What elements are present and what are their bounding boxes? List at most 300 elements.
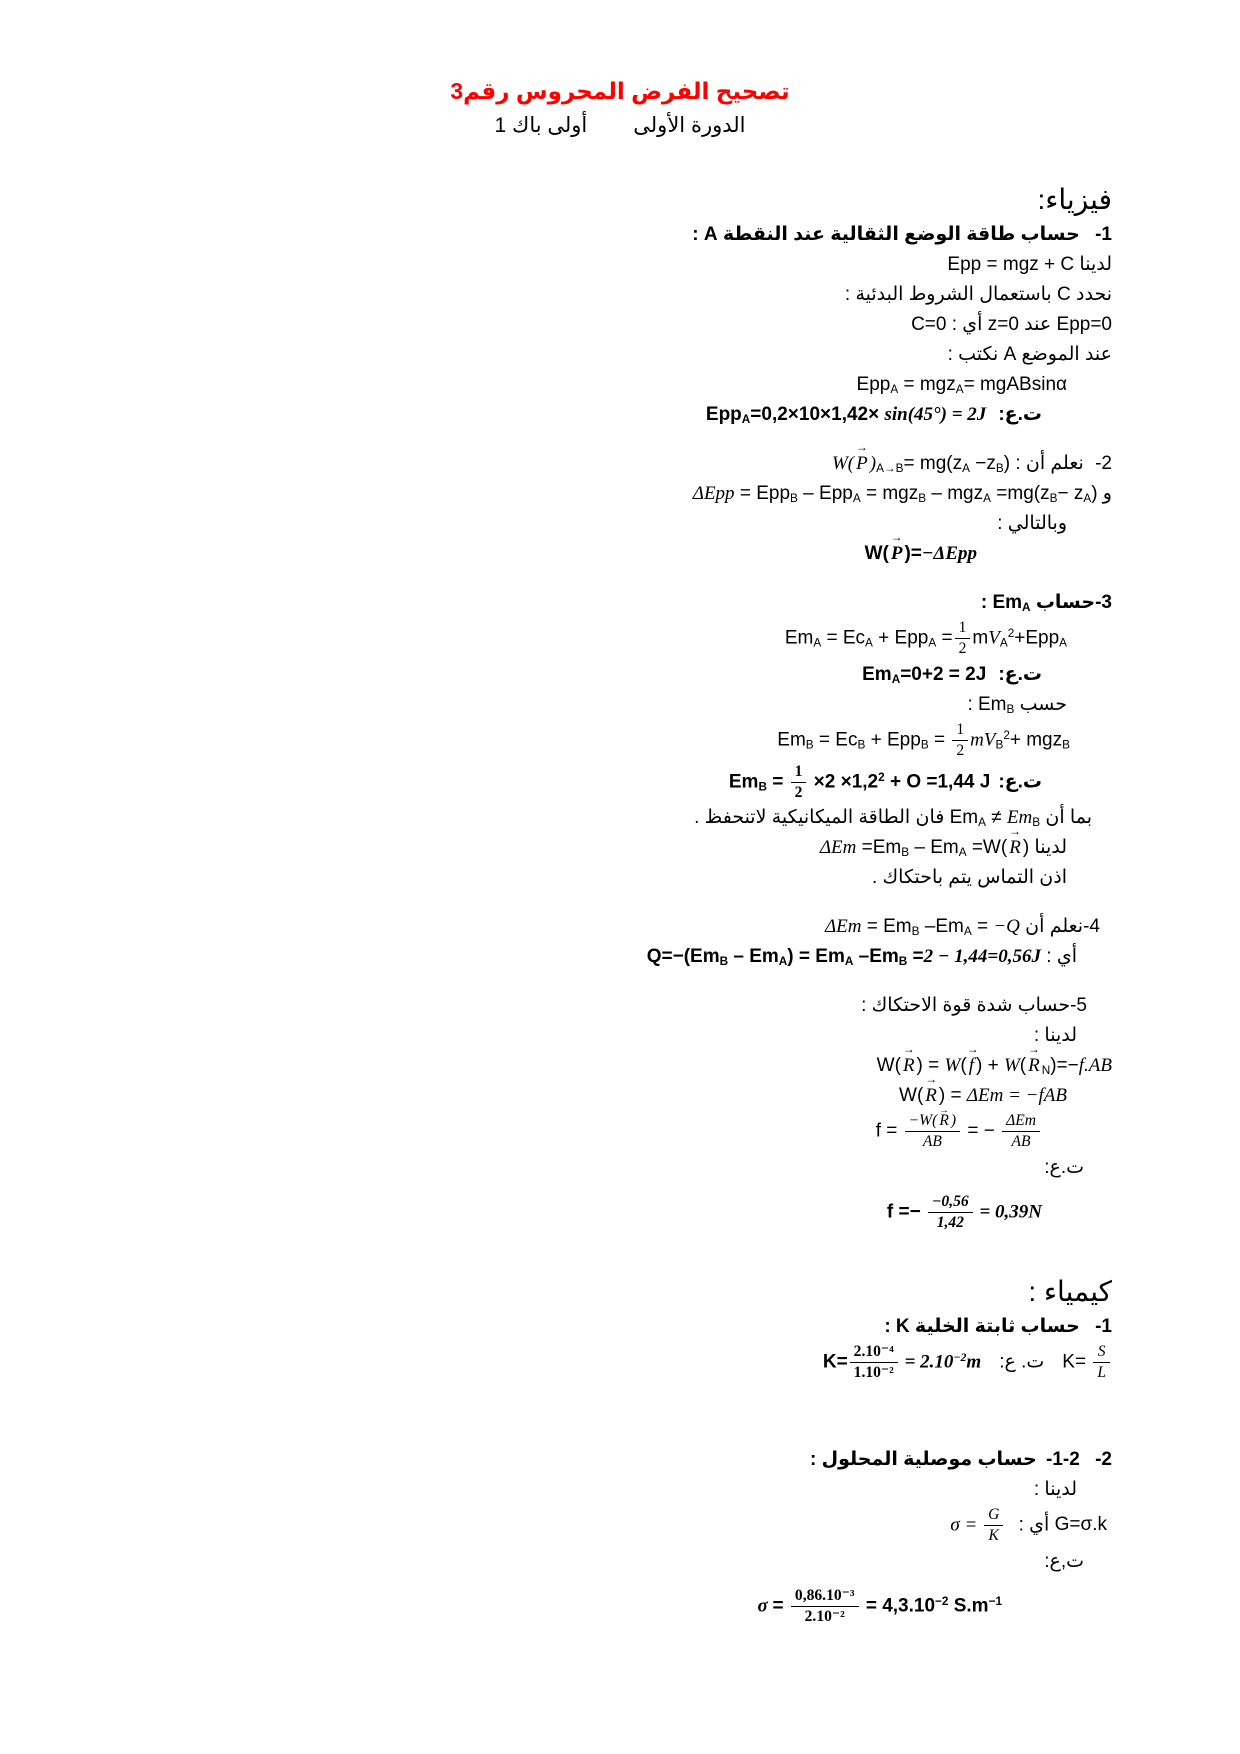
text-line (128, 1476, 1112, 1503)
equation (896, 1313, 910, 1340)
text-run: f.AB (1078, 1055, 1112, 1077)
subscript: A (891, 672, 901, 686)
fraction (1093, 1343, 1110, 1382)
fraction-numerator: 1 (791, 763, 807, 783)
equation-line (128, 480, 1112, 507)
equation (865, 540, 977, 567)
equation (1004, 341, 1017, 368)
text-run: 3-حساب (1030, 592, 1112, 613)
text-run: ΔEm (966, 1085, 1004, 1107)
text-run: L (1097, 1363, 1106, 1381)
text-run: G=σ.k (1054, 1514, 1107, 1536)
text-run: − z (1057, 483, 1084, 504)
subscript: A (1059, 636, 1067, 650)
text-run: =0+2 = 2J (900, 663, 987, 685)
subscript: B (911, 925, 920, 939)
text-run: K= (1062, 1351, 1092, 1373)
text-run: Em (992, 592, 1023, 613)
text-line (128, 1154, 1112, 1181)
equation (1057, 311, 1112, 338)
text-run: W( (864, 543, 889, 564)
subscript: A (928, 636, 937, 650)
equation-line (128, 1082, 1112, 1109)
text-run: ت.ع: (1044, 1157, 1084, 1179)
text-run: z=0 (987, 314, 1019, 335)
subscript: B (805, 738, 814, 752)
equation (777, 721, 1070, 760)
subscript: B (901, 846, 910, 860)
equation (693, 480, 1098, 507)
vector-symbol: R → (937, 1112, 951, 1130)
vector-symbol: R → (923, 1082, 939, 1109)
q3-heading (128, 589, 1112, 616)
text-run: = − (962, 1120, 1001, 1142)
text-run: σ = (950, 1514, 983, 1536)
text-run: A (1003, 344, 1017, 365)
text-run: 1- (1089, 224, 1112, 245)
subscript: A (852, 491, 861, 505)
equation (899, 1082, 1067, 1109)
q4-line (128, 913, 1112, 940)
text-run: A (703, 224, 718, 245)
text-run: ) (1091, 483, 1098, 504)
text-line (128, 510, 1112, 537)
text-run: f = (875, 1120, 903, 1142)
text-run: σ (757, 1595, 773, 1617)
equation (876, 1112, 1042, 1151)
equation (950, 804, 1041, 831)
text-run: Em (949, 807, 979, 829)
text-run: نكتب : (947, 344, 1004, 365)
vector-symbol: R → (1026, 1052, 1042, 1079)
fraction-denominator (984, 1526, 1003, 1545)
text-run: Em (1006, 807, 1033, 829)
result-line (128, 943, 1112, 970)
text-run: −Q (993, 916, 1020, 938)
fraction-numerator: 1 (955, 619, 971, 639)
subscript: A (978, 816, 986, 830)
text-run: = (907, 946, 924, 968)
fraction-denominator (905, 1132, 960, 1151)
subscript: B (758, 779, 767, 793)
text-run: –Em (853, 946, 899, 968)
text-run: Em (777, 729, 806, 751)
equation (877, 1052, 1112, 1079)
text-line (128, 864, 1112, 891)
text-line (128, 1548, 1112, 1575)
superscript: −1 (988, 1594, 1002, 1608)
text-run: = Ec (813, 729, 858, 751)
text-run: K= (822, 1351, 848, 1373)
subscript: B (857, 738, 866, 752)
text-run: ΔEm (819, 837, 857, 859)
text-run: G (988, 1505, 1000, 1523)
text-run: K (895, 1316, 910, 1338)
subscript: B (995, 738, 1004, 752)
text-run: =0,2×10×1,42× (750, 404, 885, 425)
superscript: 2 (878, 770, 885, 784)
text-run: AB (922, 1133, 942, 1151)
subscript: B (1032, 816, 1041, 830)
text-run: ) (869, 453, 877, 474)
equation (825, 913, 1020, 940)
text-run: 2 − 1,44=0,56J (923, 946, 1041, 968)
text-run: : (884, 1316, 896, 1338)
text-run: Em (728, 771, 759, 793)
subscript: B (790, 491, 798, 505)
fraction (791, 1587, 859, 1626)
equation-line (128, 1506, 1112, 1545)
text-run: −W( (908, 1112, 938, 1130)
text-run: = mgz (898, 374, 956, 395)
document-subtitle (128, 112, 1112, 140)
superscript: 2 (1003, 728, 1010, 742)
fraction (928, 1193, 973, 1232)
text-run: + O =1,44 J (884, 771, 991, 793)
text-run: ) (950, 1112, 957, 1130)
text-run: W (944, 1055, 961, 1077)
text-run: Epp=0 (1056, 314, 1112, 335)
fraction-denominator: 2 (956, 741, 965, 759)
text-run: ΔEpp (692, 483, 735, 504)
text-run: 2- (1089, 453, 1112, 474)
fraction (850, 1343, 898, 1382)
text-run: = mg(z (903, 453, 963, 474)
text-run: = (860, 1595, 883, 1617)
fraction (955, 619, 971, 658)
text-run: وبالتالي : (997, 513, 1067, 534)
text-run: m (972, 627, 989, 649)
fraction-denominator (928, 1213, 973, 1232)
document-body (128, 182, 1112, 1626)
equation (911, 311, 946, 338)
text-run: ت.ع: (998, 404, 1042, 425)
text-run: Epp (856, 374, 891, 395)
text-run: Q=−(Em (646, 946, 720, 968)
numeric-application-line (128, 661, 1112, 688)
vector-symbol: f → (967, 1052, 976, 1079)
text-run: −z (970, 453, 996, 474)
subscript: B (719, 955, 729, 969)
text-run: نحدد (1070, 284, 1112, 305)
superscript: 2 (1007, 626, 1015, 640)
vector-symbol: P → (889, 540, 905, 567)
fraction-denominator: 1.10⁻² (853, 1363, 894, 1381)
text-run: = (772, 1595, 789, 1617)
equation (704, 221, 718, 248)
equation (988, 311, 1019, 338)
text-run: )=− (1050, 1055, 1079, 1077)
subscript: B (920, 738, 929, 752)
text-run: لدينا : (1033, 1478, 1077, 1500)
text-run: + Epp (865, 729, 921, 751)
subscript: A (778, 955, 788, 969)
subscript: B (1062, 738, 1070, 752)
fraction-numerator: 0,86.10⁻³ (791, 1587, 859, 1607)
equation (823, 1343, 981, 1382)
text-run: AB (1011, 1133, 1031, 1151)
equation-line (128, 721, 1112, 760)
fraction-denominator: 2.10⁻² (804, 1607, 845, 1625)
section-heading: كيمياء : (1028, 1276, 1112, 1308)
text-run: ( (960, 1055, 967, 1077)
text-run: ت. ع: (999, 1351, 1045, 1373)
fraction-denominator (1002, 1132, 1040, 1151)
equation (1057, 281, 1071, 308)
text-run: باستعمال الشروط البدئية : (844, 284, 1057, 305)
subscript: A (983, 491, 991, 505)
fraction-numerator (928, 1193, 973, 1213)
q2-heading (128, 1446, 1112, 1473)
text-run: – Epp (797, 483, 853, 504)
text-run: : (967, 693, 978, 715)
text-run: ) (1022, 837, 1030, 859)
result-line (128, 540, 1112, 567)
text-run: W( (876, 1055, 901, 1077)
text-run: = mgz (860, 483, 919, 504)
subscript: A (890, 382, 899, 396)
fraction-numerator (905, 1112, 960, 1132)
text-run: حسب (1014, 693, 1067, 715)
text-run: S (1097, 1343, 1106, 1361)
text-run: W( (831, 453, 855, 474)
equation (832, 450, 1010, 477)
fraction-denominator (1093, 1363, 1110, 1382)
text-run: = Ec (821, 627, 866, 649)
text-run: ΔEm (824, 916, 862, 938)
superscript: −2 (953, 1351, 967, 1365)
text-run: لدينا (1029, 837, 1067, 859)
text-run: 4-نعلم أن (1019, 916, 1100, 938)
text-run: Em (862, 663, 892, 685)
text-run: ) (1003, 453, 1011, 474)
equation (820, 834, 1029, 861)
fraction (905, 1112, 960, 1151)
equation (785, 619, 1067, 658)
vector-symbol: R → (1007, 834, 1023, 861)
text-run: 4,3.10 (882, 1595, 936, 1617)
text-run: لدينا : (1033, 1025, 1077, 1047)
text-run: أي : (946, 314, 988, 335)
equation-line (128, 619, 1112, 658)
text-run: أي : (1041, 946, 1077, 968)
text-run: عند الموضع (1016, 344, 1112, 365)
text-run: Em (978, 693, 1007, 715)
fraction-numerator (1093, 1343, 1110, 1363)
text-run: –Em (919, 916, 964, 938)
text-run: + mgz (1009, 729, 1063, 751)
text-run: Epp (705, 404, 742, 425)
text-run: C=0 (911, 314, 947, 335)
subscript: A (958, 846, 967, 860)
subscript: A (999, 636, 1008, 650)
text-run: 2- (1089, 1448, 1112, 1470)
text-run: =Em (856, 837, 902, 859)
text-run: : (692, 224, 704, 245)
equation (1055, 1511, 1107, 1538)
subscript: A (741, 412, 751, 426)
text-run: =mg(z (991, 483, 1050, 504)
result-line (128, 1587, 1112, 1626)
q2-line (128, 450, 1112, 477)
fraction-denominator: 2 (958, 639, 967, 657)
text-run: : (980, 592, 993, 613)
equation (729, 763, 990, 802)
text-run: ت,ع: (1044, 1550, 1084, 1572)
subtitle-class: أولى باك 1 (494, 114, 588, 137)
text-line (128, 1022, 1112, 1049)
subscript: B (995, 461, 1004, 475)
text-run: لدينا (1074, 254, 1112, 275)
equation (758, 1587, 1002, 1626)
text-run: K (988, 1526, 999, 1544)
subscript: A→B (876, 461, 904, 475)
text-line (128, 691, 1112, 718)
text-run: – Em (909, 837, 959, 859)
text-run: أي : (1013, 1514, 1055, 1536)
subtitle-session: الدورة الأولى (633, 114, 746, 137)
fraction (952, 721, 968, 760)
fraction-numerator: 2.10⁻⁴ (850, 1343, 898, 1363)
text-run: + Epp (872, 627, 929, 649)
section-heading: فيزياء: (1037, 184, 1112, 215)
subscript: A (962, 461, 970, 475)
text-run: = (766, 771, 789, 793)
text-run: +Epp (1014, 627, 1060, 649)
q1-heading (128, 221, 1112, 248)
text-run: = Em (861, 916, 912, 938)
subscript: N (1041, 1064, 1051, 1078)
text-run: sin(45°) = 2J (884, 404, 987, 425)
equation (947, 251, 1074, 278)
text-run: ≠ (985, 807, 1007, 829)
subscript: A (1083, 491, 1092, 505)
fraction-numerator: 1 (952, 721, 968, 741)
vector-symbol: P → (854, 450, 870, 477)
fraction (984, 1506, 1003, 1545)
text-run: = Epp (734, 483, 791, 504)
text-run: 5-حساب شدة قوة الاحتكاك : (861, 995, 1087, 1017)
text-run: – mgz (926, 483, 984, 504)
text-run: =W( (966, 837, 1008, 859)
text-run: ) = Em (787, 946, 845, 968)
equation (992, 589, 1030, 616)
text-run: f =− (886, 1201, 926, 1223)
text-run: −ΔEpp (921, 543, 977, 564)
superscript: −2 (935, 1594, 949, 1608)
subscript: B (1049, 491, 1058, 505)
text-run: 1,42 (936, 1214, 964, 1232)
text-run: −0,56 (931, 1193, 969, 1211)
text-run: ت.ع: (998, 663, 1042, 685)
text-run: )= (904, 543, 922, 564)
text-run: ) = (938, 1085, 967, 1107)
subscript: B (898, 955, 908, 969)
text-run: 1-2- (1040, 1448, 1080, 1470)
text-run: = mgABsinα (963, 374, 1067, 395)
equation-line (128, 1343, 1112, 1382)
equation (647, 943, 1041, 970)
text-run: ) + (975, 1055, 1004, 1077)
text-line (128, 341, 1112, 368)
text-run: = (971, 916, 994, 938)
subscript: A (844, 955, 854, 969)
document-title: تصحيح الفرض المحروس رقم3 (450, 78, 790, 104)
equation (1062, 1343, 1112, 1382)
text-run: = −fAB (1003, 1085, 1067, 1107)
text-run: و (1097, 483, 1112, 504)
given-line (128, 251, 1112, 278)
q1-heading (128, 1313, 1112, 1340)
fraction-denominator: 2 (794, 783, 803, 801)
text-run: Epp = mgz + C (947, 254, 1075, 275)
equation-line (128, 371, 1112, 398)
equation (706, 401, 986, 428)
equation (887, 1193, 1042, 1232)
equation (978, 691, 1014, 718)
subscript: B (1006, 702, 1015, 716)
text-run: Em (784, 627, 814, 649)
subscript: A (813, 636, 822, 650)
subscript: B (918, 491, 927, 505)
text-run: = (928, 729, 951, 751)
text-run: m (966, 1351, 982, 1373)
text-run: بما أن (1040, 807, 1092, 829)
fraction (1002, 1112, 1040, 1151)
text-run: حساب طاقة الوضع الثقالية عند النقطة (717, 224, 1080, 245)
fraction-numerator (984, 1506, 1003, 1526)
text-run: = 2.10 (899, 1351, 954, 1373)
text-run: ت.ع: (998, 771, 1042, 793)
equation-line (128, 1112, 1112, 1151)
equation-line (128, 1052, 1112, 1079)
equation (950, 1506, 1005, 1545)
text-run: ×2 ×1,2 (808, 771, 879, 793)
text-run: اذن التماس يتم باحتكاك . (871, 867, 1067, 889)
equation-line (128, 834, 1112, 861)
equation (862, 661, 986, 688)
subscript: A (865, 636, 873, 650)
text-run: W (1003, 1055, 1020, 1077)
q5-heading (128, 992, 1112, 1019)
text-run: حساب موصلية المحلول : (810, 1448, 1037, 1470)
text-run: ) = (916, 1055, 945, 1077)
text-run: ΔEm (1006, 1112, 1036, 1130)
text-run: W( (899, 1085, 924, 1107)
text-line (128, 281, 1112, 308)
fraction-numerator (1002, 1112, 1040, 1132)
subscript: A (963, 925, 972, 939)
condition-line (128, 311, 1112, 338)
subscript: A (1022, 600, 1031, 614)
text-run: ( (1019, 1055, 1027, 1077)
text-run: عند (1018, 314, 1057, 335)
text-run: نعلم أن : (1010, 453, 1084, 474)
text-run: C (1057, 284, 1071, 305)
text-run: 1- (1089, 1316, 1112, 1338)
text-run: – Em (728, 946, 779, 968)
text-run: S.m (948, 1595, 989, 1617)
text-run: mV (970, 729, 996, 751)
text-run: فان الطاقة الميكانيكية لاتنحفظ . (694, 807, 950, 829)
text-run: حساب ثابتة الخلية (909, 1316, 1080, 1338)
text-line (128, 804, 1112, 831)
numeric-application-line (128, 763, 1112, 802)
equation (857, 371, 1067, 398)
subscript: A (955, 382, 964, 396)
numeric-application-line (128, 401, 1112, 428)
text-run: = 0,39N (974, 1201, 1042, 1223)
